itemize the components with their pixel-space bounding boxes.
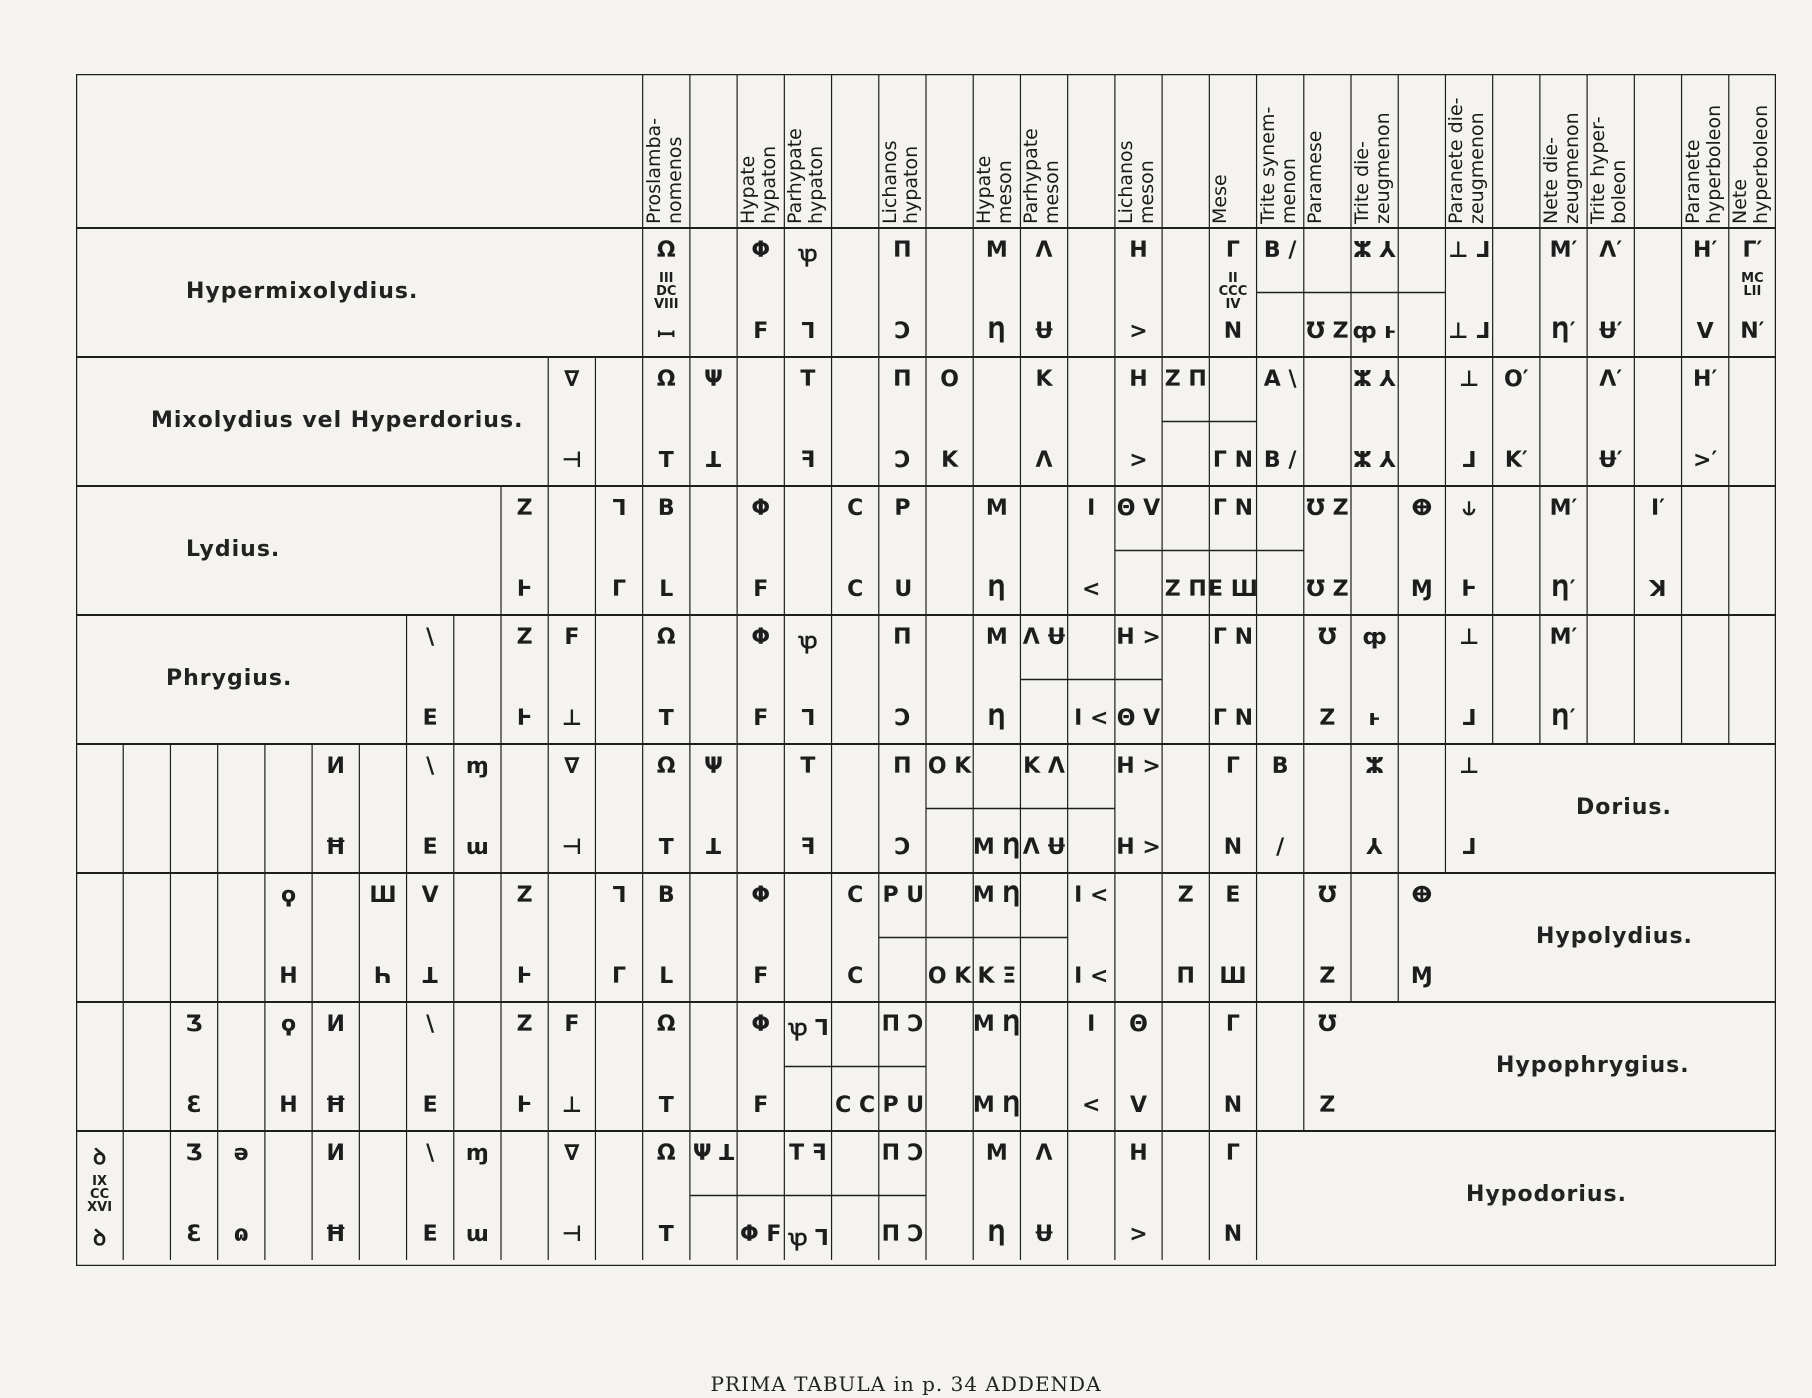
mode-label-hypophrygius: Hypophrygius. — [1496, 1052, 1690, 1078]
notation-symbol: Ω — [656, 625, 676, 650]
notation-symbol: C — [847, 964, 864, 989]
notation-symbol: Ε — [422, 1222, 438, 1247]
column-header-paranete-diezeugmenon: Paranete die- zeugmenon — [1445, 97, 1489, 224]
notation-symbol: > — [1129, 448, 1148, 473]
notation-symbol: Ɱ — [1410, 577, 1433, 602]
notation-symbol: Ν — [1223, 1222, 1243, 1247]
notation-symbol: ꓕ — [422, 964, 438, 989]
notation-symbol: F — [753, 706, 769, 731]
notation-symbol: Γ — [1225, 754, 1240, 779]
notation-symbol: Λ — [1035, 448, 1053, 473]
notation-symbol: Ͻ — [894, 448, 911, 473]
notation-symbol: Θ — [1129, 1012, 1148, 1037]
notation-symbol: Γ Ν — [1212, 448, 1253, 473]
notation-symbol: ∇ — [564, 754, 580, 779]
notation-symbol: Ƞ — [987, 577, 1007, 602]
notation-symbol: Ι — [1087, 1012, 1096, 1037]
mode-label-hypodorius: Hypodorius. — [1466, 1181, 1627, 1207]
notation-symbol: Β / — [1263, 238, 1297, 263]
notation-symbol: Γ Ν — [1212, 625, 1253, 650]
notation-symbol: ⅃ — [1462, 835, 1477, 860]
notation-symbol: ϙ — [280, 1012, 297, 1037]
notation-symbol: ȹ ⱶ — [1352, 319, 1397, 344]
notation-symbol: Φ — [751, 238, 771, 263]
notation-symbol: Γ Ν — [1212, 706, 1253, 731]
mode-label-mixolydius-vel-hyperdorius: Mixolydius vel Hyperdorius. — [151, 407, 524, 433]
column-header-parhypate-meson: Parhypate meson — [1020, 128, 1064, 224]
notation-symbol: ꓶ — [801, 319, 815, 344]
notation-symbol: Ɛ — [186, 1222, 202, 1247]
column-header-mese: Mese — [1209, 174, 1232, 224]
notation-symbol: Β — [1271, 754, 1289, 779]
notation-symbol: ⊥ ⅃ — [1448, 238, 1490, 263]
notation-symbol: ⊥ — [561, 1093, 582, 1118]
column-header-nete-hyperboleon: Nete hyperboleon — [1728, 104, 1772, 224]
notation-symbol: Ʒ — [185, 1141, 203, 1166]
notation-symbol: ⫝ — [1462, 496, 1476, 521]
notation-symbol: > — [1129, 1222, 1148, 1247]
column-header-paranete-hyperboleon: Paranete hyperboleon — [1681, 104, 1725, 224]
notation-symbol: Τ — [800, 754, 816, 779]
notation-symbol: Μ′ — [1549, 238, 1578, 263]
notation-symbol: Λ′ — [1599, 238, 1623, 263]
notation-symbol: III DC VIII — [653, 271, 679, 312]
notation-symbol: Π Ͻ — [881, 1141, 924, 1166]
notation-symbol: Ζ — [516, 883, 533, 908]
notation-symbol: Π Ͻ — [881, 1222, 924, 1247]
notation-symbol: Ƞ′ — [1551, 706, 1576, 731]
notation-symbol: Ω — [656, 1012, 676, 1037]
notation-symbol: Ο Κ — [927, 754, 972, 779]
notation-symbol: Ƞ — [987, 706, 1007, 731]
notation-symbol: Һ — [374, 964, 392, 989]
notation-symbol: Ͱ — [516, 964, 533, 989]
notation-symbol: ⵣ ⅄ — [1353, 448, 1397, 473]
notation-symbol: Ͻ — [894, 835, 911, 860]
notation-symbol: Β — [657, 883, 675, 908]
notation-symbol: Θ V — [1116, 496, 1161, 521]
notation-symbol: Μ Ƞ — [972, 883, 1021, 908]
notation-symbol: Ƞ — [987, 319, 1007, 344]
notation-symbol: ⊥ — [1458, 625, 1480, 650]
notation-symbol: Π — [893, 367, 912, 392]
notation-symbol: Η > — [1116, 754, 1161, 779]
notation-symbol: Ψ — [704, 754, 723, 779]
notation-symbol: ⊥ — [561, 706, 582, 731]
notation-symbol: ɯ — [465, 1222, 489, 1247]
notation-symbol: ⊥ — [1458, 754, 1480, 779]
notation-symbol: Ω — [656, 238, 676, 263]
notation-symbol: Ƞ′ — [1551, 319, 1576, 344]
notation-symbol: Μ Ƞ — [972, 835, 1021, 860]
notation-symbol: Ζ — [1319, 706, 1336, 731]
notation-symbol: ⊥ — [1458, 367, 1480, 392]
notation-symbol: Ʊ Ζ — [1306, 577, 1349, 602]
notation-symbol: ⵣ — [1365, 754, 1384, 779]
notation-symbol: ꝺ — [93, 1145, 107, 1170]
notation-symbol: V — [421, 883, 439, 908]
notation-symbol: Μ — [985, 496, 1008, 521]
notation-symbol: Λ — [1035, 1141, 1053, 1166]
notation-symbol: \ — [426, 1012, 435, 1037]
notation-symbol: Λ Ʉ — [1022, 835, 1066, 860]
notation-symbol: ϙ — [280, 883, 297, 908]
notation-symbol: Ε — [422, 835, 438, 860]
notation-symbol: Γ — [612, 964, 627, 989]
column-header-paramese: Paramese — [1303, 130, 1326, 224]
notation-symbol: \ — [426, 1141, 435, 1166]
notation-symbol: Ν′ — [1740, 319, 1765, 344]
column-header-lichanos-hypaton: Lichanos hypaton — [878, 140, 922, 224]
notation-symbol: Ι < — [1074, 964, 1109, 989]
notation-symbol: ɱ — [465, 1141, 489, 1166]
mode-label-hypermixolydius: Hypermixolydius. — [186, 278, 419, 304]
notation-symbol: F — [564, 1012, 580, 1037]
notation-symbol: Ͱ — [516, 1093, 533, 1118]
notation-symbol: Β / — [1263, 448, 1297, 473]
table-grid — [76, 74, 1776, 1266]
notation-symbol: Ʉ — [1035, 1222, 1053, 1247]
notation-symbol: C C — [835, 1093, 876, 1118]
notation-symbol: Ε Ш — [1208, 577, 1258, 602]
notation-symbol: ⵣ ⅄ — [1353, 238, 1397, 263]
notation-symbol: Η > — [1116, 835, 1161, 860]
notation-symbol: Γ — [1225, 1141, 1240, 1166]
notation-symbol: ⴲ — [1411, 883, 1433, 908]
notation-symbol: Ζ — [516, 625, 533, 650]
notation-symbol: Μ′ — [1549, 625, 1578, 650]
notation-symbol: ꓔ — [658, 448, 674, 473]
notation-symbol: Η′ — [1693, 238, 1718, 263]
notation-symbol: Η — [1129, 238, 1148, 263]
notation-symbol: Γ — [1225, 1012, 1240, 1037]
notation-symbol: L — [659, 964, 674, 989]
column-header-proslambanomenos: Proslamba- nomenos — [642, 117, 686, 224]
notation-symbol: Ψ — [704, 367, 723, 392]
notation-symbol: Ɛ — [186, 1093, 202, 1118]
notation-symbol: Ħ — [325, 1093, 347, 1118]
column-header-parhypate-hypaton: Parhypate hypaton — [784, 128, 828, 224]
notation-symbol: Φ — [751, 625, 771, 650]
notation-symbol: Η — [1129, 1141, 1148, 1166]
notation-symbol: Ɱ — [1410, 964, 1433, 989]
notation-symbol: ꝕ — [798, 629, 818, 654]
notation-symbol: ꓶ — [612, 496, 626, 521]
notation-symbol: F — [753, 1093, 769, 1118]
notation-symbol: Ʊ — [1318, 1012, 1337, 1037]
notation-symbol: Ζ Π — [1164, 367, 1207, 392]
notation-symbol: > — [1129, 319, 1148, 344]
notation-symbol: Ρ Ս — [882, 883, 923, 908]
column-header-trite-diezeugmenon: Trite die- zeugmenon — [1351, 112, 1394, 224]
notation-symbol: ⴲ — [1411, 496, 1433, 521]
notation-symbol: Ʉ — [1035, 319, 1053, 344]
notation-symbol: Ͱ — [1461, 577, 1477, 602]
notation-symbol: Ι — [1087, 496, 1096, 521]
notation-symbol: Ш — [1219, 964, 1247, 989]
notation-symbol: Θ V — [1116, 706, 1161, 731]
notation-symbol: ⊣ — [561, 1222, 582, 1247]
notation-symbol: Ν — [1223, 319, 1243, 344]
notation-symbol: Η — [279, 964, 298, 989]
notation-symbol: Κ′ — [1504, 448, 1528, 473]
notation-symbol: ⊣ — [561, 448, 582, 473]
notation-symbol: Ζ — [1177, 883, 1194, 908]
page-caption: PRIMA TABULA in p. 34 ADDENDA — [710, 1372, 1102, 1396]
notation-symbol: ꓕ — [705, 835, 722, 860]
notation-symbol: Β — [657, 496, 675, 521]
column-header-lichanos-meson: Lichanos meson — [1114, 140, 1158, 224]
notation-symbol: ⅃ — [1462, 448, 1477, 473]
notation-symbol: F — [753, 964, 769, 989]
mode-label-phrygius: Phrygius. — [166, 665, 293, 691]
notation-symbol: Ʉ′ — [1598, 319, 1623, 344]
notation-symbol: Ʒ — [185, 1012, 203, 1037]
column-header-nete-diezeugmenon: Nete die- zeugmenon — [1539, 112, 1583, 224]
notation-symbol: ꓔ — [658, 1093, 674, 1118]
notation-symbol: Ʊ — [1318, 625, 1337, 650]
notation-symbol: Ν — [1223, 835, 1243, 860]
notation-symbol: C — [847, 883, 864, 908]
notation-symbol: ∇ — [564, 367, 580, 392]
notation-symbol: Π — [893, 625, 912, 650]
notation-symbol: Ε — [422, 1093, 438, 1118]
notation-symbol: V — [1129, 1093, 1148, 1118]
notation-symbol: Μ — [985, 238, 1008, 263]
notation-symbol: Κ Ξ — [977, 964, 1017, 989]
notation-symbol: Ω — [656, 754, 676, 779]
notation-symbol: \ — [426, 754, 435, 779]
notation-symbol: Ι′ — [1650, 496, 1665, 521]
notation-symbol: ꝺ — [93, 1226, 107, 1251]
mode-label-dorius: Dorius. — [1576, 794, 1672, 820]
notation-symbol: ꝕ ꓶ — [788, 1016, 828, 1041]
notation-symbol: Ζ Π — [1164, 577, 1207, 602]
mode-label-hypolydius: Hypolydius. — [1536, 923, 1693, 949]
notation-symbol: ɯ — [465, 835, 489, 860]
notation-symbol: ꟻ — [800, 448, 816, 473]
notation-symbol: ꝕ — [798, 242, 818, 267]
notation-symbol: II CCC IV — [1218, 271, 1248, 312]
notation-symbol: ⅄ — [1366, 835, 1383, 860]
notation-symbol: Ρ — [894, 496, 911, 521]
notation-symbol: < — [1082, 577, 1101, 602]
notation-symbol: Ν — [1223, 1093, 1243, 1118]
notation-symbol: Κ — [941, 448, 959, 473]
notation-symbol: Κ Λ — [1023, 754, 1065, 779]
notation-symbol: ꓶ — [612, 883, 626, 908]
notation-symbol: ꓦ — [1696, 319, 1714, 344]
notation-symbol: Μ — [985, 1141, 1008, 1166]
notation-symbol: Ο′ — [1504, 367, 1529, 392]
notation-symbol: Ζ — [516, 496, 533, 521]
notation-symbol: Φ F — [740, 1222, 782, 1247]
notation-symbol: ⱶ — [1368, 706, 1381, 731]
notation-symbol: Ζ — [516, 1012, 533, 1037]
notation-symbol: Γ′ — [1742, 238, 1763, 263]
notation-symbol: Λ′ — [1599, 367, 1623, 392]
notation-symbol: Η — [1129, 367, 1148, 392]
notation-symbol: И — [326, 1141, 345, 1166]
notation-symbol: Ƞ — [987, 1222, 1007, 1247]
notation-symbol: Μ Ƞ — [972, 1012, 1021, 1037]
notation-symbol: ꓔ — [658, 835, 674, 860]
notation-symbol: Φ — [751, 496, 771, 521]
notation-symbol: Ͱ — [516, 706, 533, 731]
notation-symbol: ꓔ — [658, 706, 674, 731]
notation-symbol: Μ — [985, 625, 1008, 650]
column-header-trite-hyperboleon: Trite hyper- boleon — [1587, 116, 1631, 224]
notation-symbol: ꟷ — [657, 323, 676, 348]
notation-symbol: Ψ ꓕ — [692, 1141, 735, 1166]
notation-symbol: Ħ — [325, 835, 347, 860]
notation-symbol: < — [1082, 1093, 1101, 1118]
notation-symbol: C — [847, 577, 864, 602]
notation-symbol: ⅃ — [1462, 706, 1477, 731]
notation-symbol: Ш — [369, 883, 397, 908]
notation-symbol: Ω — [656, 367, 676, 392]
notation-symbol: ꓕ — [705, 448, 722, 473]
notation-symbol: Τ — [800, 367, 816, 392]
notation-symbol: Η > — [1116, 625, 1161, 650]
notation-symbol: ⊣ — [561, 835, 582, 860]
notation-symbol: ꟻ — [800, 835, 816, 860]
notation-symbol: Ʊ Ζ — [1306, 496, 1349, 521]
notation-symbol: Ρ Ս — [882, 1093, 923, 1118]
notation-symbol: Γ — [1225, 238, 1240, 263]
notation-symbol: Ο — [940, 367, 959, 392]
notation-symbol: Γ — [612, 577, 627, 602]
notation-symbol: Ε — [1225, 883, 1241, 908]
notation-symbol: L — [659, 577, 674, 602]
notation-symbol: ə — [233, 1141, 249, 1166]
notation-symbol: ∇ — [564, 1141, 580, 1166]
notation-symbol: F — [753, 577, 769, 602]
notation-symbol: ⵣ ⅄ — [1353, 367, 1397, 392]
notation-symbol: Ƞ′ — [1551, 577, 1576, 602]
notation-symbol: Λ Ʉ — [1022, 625, 1066, 650]
notation-symbol: И — [326, 1012, 345, 1037]
notation-symbol: Ι < — [1074, 706, 1109, 731]
notation-symbol: F — [564, 625, 580, 650]
notation-symbol: Λ — [1035, 238, 1053, 263]
notation-symbol: Ͱ — [516, 577, 533, 602]
notation-symbol: Κ — [1035, 367, 1053, 392]
notation-symbol: ȹ — [1362, 625, 1387, 650]
notation-symbol: Γ Ν — [1212, 496, 1253, 521]
notation-symbol: Ʊ — [1318, 883, 1337, 908]
column-header-hypate-hypaton: Hypate hypaton — [737, 145, 781, 224]
notation-symbol: / — [1276, 835, 1285, 860]
notation-symbol: Φ — [751, 883, 771, 908]
notation-symbol: ɱ — [465, 754, 489, 779]
notation-symbol: Ι < — [1074, 883, 1109, 908]
notation-symbol: Μ Ƞ — [972, 1093, 1021, 1118]
notation-symbol: Ħ — [325, 1222, 347, 1247]
notation-symbol: Μ′ — [1549, 496, 1578, 521]
notation-symbol: Η′ — [1693, 367, 1718, 392]
notation-symbol: ꓔ — [658, 1222, 674, 1247]
notation-symbol: Π Ͻ — [881, 1012, 924, 1037]
notation-symbol: И — [326, 754, 345, 779]
notation-symbol: Π — [1176, 964, 1195, 989]
notation-symbol: Ͻ — [894, 706, 911, 731]
notation-symbol: IX CC XVI — [87, 1174, 113, 1215]
notation-symbol: \ — [426, 625, 435, 650]
notation-symbol: ⊥ ⅃ — [1448, 319, 1490, 344]
notation-symbol: Ω — [656, 1141, 676, 1166]
notation-symbol: ꝕ ꓶ — [788, 1226, 828, 1251]
notation-symbol: Φ — [751, 1012, 771, 1037]
notation-symbol: ꓘ — [1649, 577, 1667, 602]
notation-symbol: Ε — [422, 706, 438, 731]
notation-symbol: Τ ꟻ — [789, 1141, 827, 1166]
notation-symbol: Ս — [894, 577, 911, 602]
notation-symbol: ɷ — [233, 1222, 249, 1247]
notation-symbol: ꓶ — [801, 706, 815, 731]
notation-symbol: Η — [279, 1093, 298, 1118]
notation-symbol: C — [847, 496, 864, 521]
mode-label-lydius: Lydius. — [186, 536, 281, 562]
music-notation-table — [76, 74, 1776, 1266]
notation-symbol: >′ — [1693, 448, 1718, 473]
notation-symbol: Ζ — [1319, 1093, 1336, 1118]
notation-symbol: Ζ — [1319, 964, 1336, 989]
notation-symbol: MC LII — [1741, 271, 1764, 299]
column-header-hypate-meson: Hypate meson — [973, 155, 1017, 224]
notation-symbol: Ʉ′ — [1598, 448, 1623, 473]
notation-symbol: Α \ — [1263, 367, 1297, 392]
notation-symbol: Π — [893, 754, 912, 779]
notation-symbol: Ο Κ — [927, 964, 972, 989]
notation-symbol: Ʊ Ζ — [1306, 319, 1349, 344]
notation-symbol: Π — [893, 238, 912, 263]
column-header-trite-synemmenon: Trite synem- menon — [1256, 106, 1300, 224]
notation-symbol: Ͻ — [894, 319, 911, 344]
notation-symbol: F — [753, 319, 769, 344]
